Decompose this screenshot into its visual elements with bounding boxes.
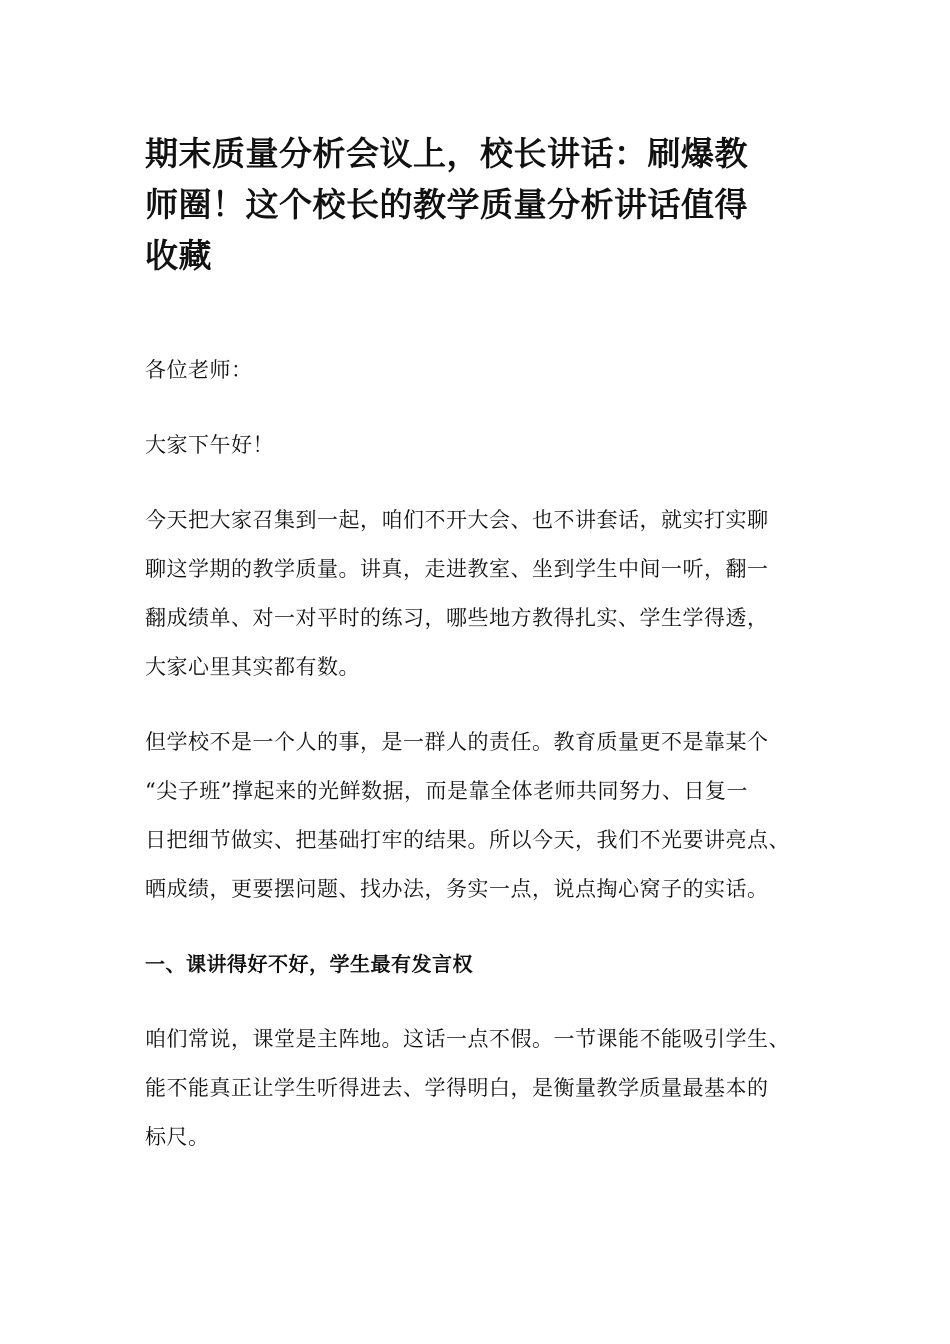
paragraph-intro: [145, 496, 810, 692]
section-heading: 一、课讲得好不好，学生最有发言权: [145, 952, 473, 976]
paragraph-line: 但学校不是一个人的事，是一群人的责任。教育质量更不是靠某个: [145, 730, 769, 754]
salutation-line: 大家下午好！: [145, 433, 274, 457]
paragraph-line: 聊这学期的教学质量。讲真，走进教室、坐到学生中间一听，翻一: [145, 557, 769, 581]
paragraph-classroom: [145, 1015, 810, 1162]
greeting-line: 各位老师：: [145, 358, 253, 382]
paragraph-line: 大家心里其实都有数。: [145, 655, 360, 679]
title-line: 师圈！这个校长的教学质量分析讲话值得: [145, 185, 748, 224]
paragraph-line: 咱们常说，课堂是主阵地。这话一点不假。一节课能不能吸引学生、: [145, 1027, 790, 1051]
paragraph-line: 今天把大家召集到一起，咱们不开大会、也不讲套话，就实打实聊: [145, 508, 769, 532]
document-title: [145, 128, 810, 281]
title-line: 收藏: [145, 236, 212, 275]
paragraph-responsibility: [145, 718, 810, 914]
document-page: [145, 128, 810, 1162]
paragraph-line: 翻成绩单、对一对平时的练习，哪些地方教得扎实、学生学得透，: [145, 606, 769, 630]
paragraph-line: 标尺。: [145, 1125, 210, 1149]
paragraph-line: “尖子班”撑起来的光鲜数据，而是靠全体老师共同努力、日复一: [145, 779, 748, 803]
paragraph-line: 能不能真正让学生听得进去、学得明白，是衡量教学质量最基本的: [145, 1076, 769, 1100]
paragraph-line: 日把细节做实、把基础打牢的结果。所以今天，我们不光要讲亮点、: [145, 828, 790, 852]
paragraph-line: 晒成绩，更要摆问题、找办法，务实一点，说点掏心窝子的实话。: [145, 877, 769, 901]
title-line: 期末质量分析会议上，校长讲话：刷爆教: [145, 134, 748, 173]
